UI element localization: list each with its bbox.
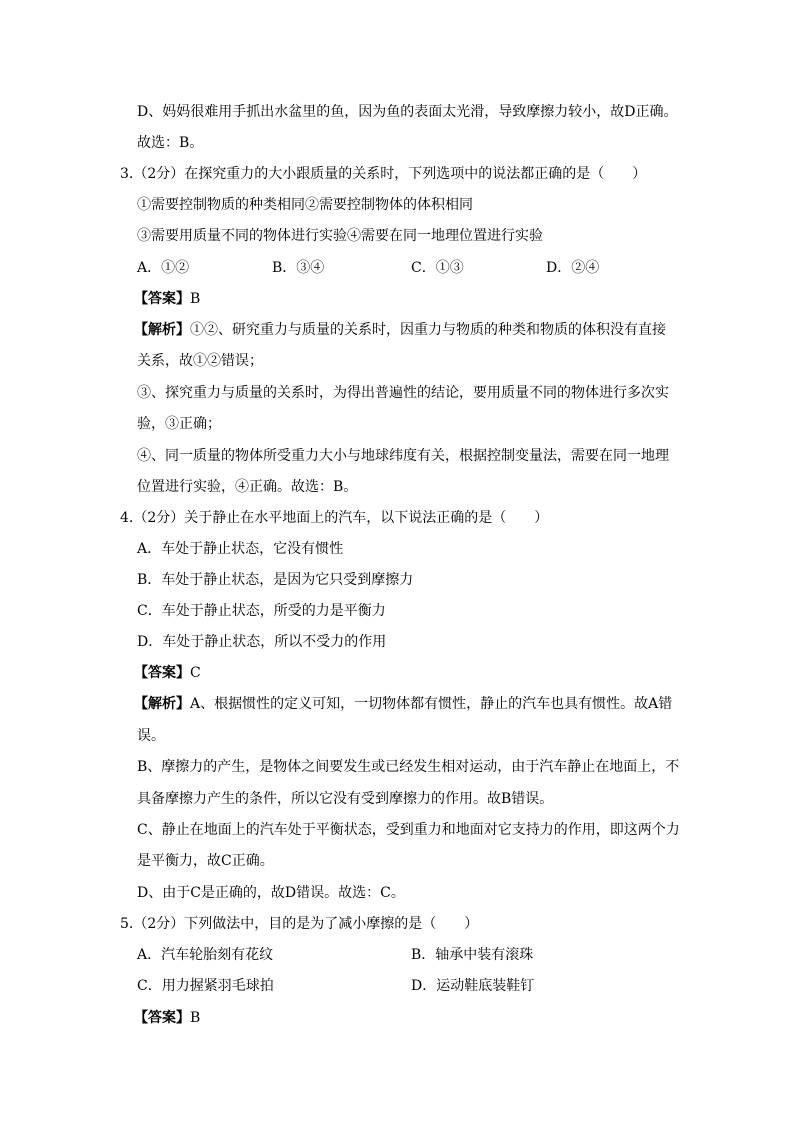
- answer-value: B: [190, 1010, 201, 1026]
- question-4-explanation-7: D、由于C是正确的，故D错误。故选：C。: [137, 885, 405, 901]
- question-3-explanation-1: [134, 320, 666, 340]
- question-4-explanation-2: 误。: [137, 728, 165, 744]
- question-5-option-a: A．汽车轮胎刻有花纹: [137, 947, 274, 963]
- question-3-explanation-5: ④、同一质量的物体所受重力大小与地球纬度有关，根据控制变量法，需要在同一地理: [137, 448, 669, 464]
- question-3-statement-2: ③需要用质量不同的物体进行实验④需要在同一地理位置进行实验: [137, 228, 543, 244]
- question-4-option-a: A．车处于静止状态，它没有惯性: [137, 541, 344, 557]
- q2-option-d-explanation: D、妈妈很难用手抓出水盆里的鱼，因为鱼的表面太光滑，导致摩擦力较小，故D正确。: [137, 104, 678, 120]
- answer-value: B: [190, 291, 201, 307]
- question-4-explanation-1: [134, 694, 672, 714]
- answer-label: 【答案】: [134, 291, 190, 307]
- question-3-option-b: B．③④: [272, 260, 325, 276]
- question-5-option-d: D．运动鞋底装鞋钉: [411, 978, 535, 994]
- question-4-stem: 4.（2分）关于静止在水平地面上的汽车，以下说法正确的是（ ）: [120, 510, 549, 526]
- question-5-answer: [134, 1008, 200, 1028]
- question-3-answer: [134, 289, 200, 309]
- question-3-explanation-3: ③、探究重力与质量的关系时，为得出普遍性的结论，要用质量不同的物体进行多次实: [137, 385, 669, 401]
- question-3-explanation-2: 关系，故①②错误；: [137, 353, 263, 369]
- answer-value: C: [190, 665, 201, 681]
- question-3-stem: 3.（2分）在探究重力的大小跟质量的关系时，下列选项中的说法都正确的是（ ）: [120, 166, 647, 182]
- question-3-explanation-6: 位置进行实验，④正确。故选：B。: [137, 479, 358, 495]
- question-4-explanation-5: C、静止在地面上的汽车处于平衡状态，受到重力和地面对它支持力的作用，即这两个力: [137, 822, 680, 838]
- question-4-explanation-3: B、摩擦力的产生，是物体之间要发生或已经发生相对运动，由于汽车静止在地面上，不: [137, 759, 680, 775]
- question-4-option-b: B．车处于静止状态，是因为它只受到摩擦力: [137, 572, 414, 588]
- answer-label: 【答案】: [134, 1010, 190, 1026]
- explanation-label: 【解析】: [134, 696, 190, 712]
- explanation-label: 【解析】: [134, 322, 190, 338]
- question-5-option-b: B．轴承中装有滚珠: [411, 947, 534, 963]
- explanation-text: A、根据惯性的定义可知，一切物体都有惯性，静止的汽车也具有惯性。故A错: [190, 696, 673, 712]
- answer-label: 【答案】: [134, 665, 190, 681]
- question-4-option-d: D．车处于静止状态，所以不受力的作用: [137, 634, 387, 650]
- question-4-option-c: C．车处于静止状态，所受的力是平衡力: [137, 603, 386, 619]
- question-3-statement-1: ①需要控制物质的种类相同②需要控制物体的体积相同: [137, 197, 473, 213]
- question-3-option-c: C．①③: [411, 260, 464, 276]
- question-3-explanation-4: 验，③正确；: [137, 416, 221, 432]
- question-3-option-a: A．①②: [137, 260, 190, 276]
- question-3-option-d: D．②④: [546, 260, 600, 276]
- question-5-stem: 5.（2分）下列做法中，目的是为了减小摩擦的是（ ）: [120, 916, 479, 932]
- q2-conclusion: 故选：B。: [137, 135, 204, 151]
- question-4-answer: [134, 663, 201, 683]
- explanation-text: ①②、研究重力与质量的关系时，因重力与物质的种类和物质的体积没有直接: [190, 322, 666, 338]
- question-4-explanation-6: 是平衡力，故C正确。: [137, 853, 274, 869]
- question-5-option-c: C．用力握紧羽毛球拍: [137, 978, 274, 994]
- question-4-explanation-4: 具备摩擦力产生的条件，所以它没有受到摩擦力的作用。故B错误。: [137, 791, 554, 807]
